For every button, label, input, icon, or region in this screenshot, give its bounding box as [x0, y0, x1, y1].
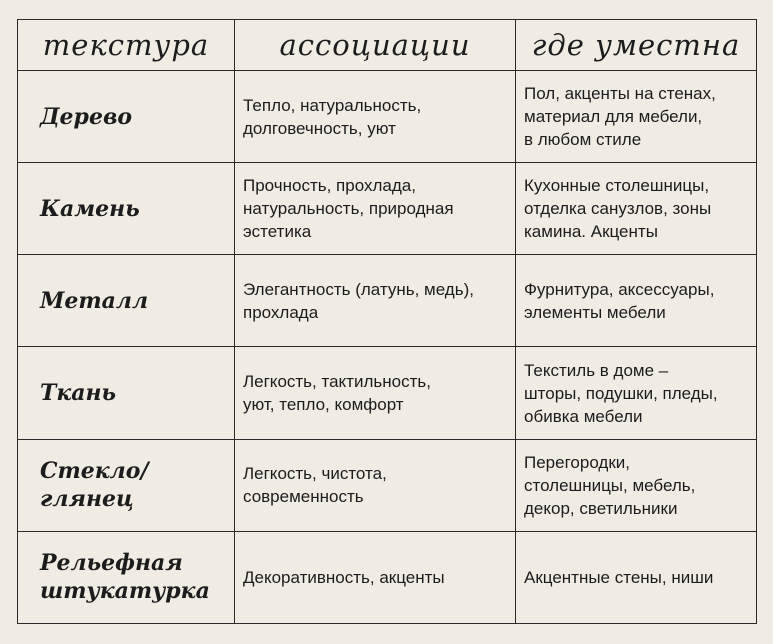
cell-line: Дерево — [40, 103, 133, 130]
associations-cell — [235, 255, 516, 347]
table-row — [18, 255, 757, 347]
associations-cell — [235, 163, 516, 255]
associations-cell — [235, 71, 516, 163]
cell-line: штукатурка — [40, 578, 210, 605]
cell-line: Акцентные стены, ниши — [524, 567, 714, 587]
cell-line: Легкость, тактильность, — [243, 372, 431, 392]
header-associations: ассоциации — [235, 20, 516, 71]
cell-line: Рельефная — [40, 550, 183, 577]
cell-line: Текстиль в доме – — [524, 360, 669, 380]
where-cell — [516, 255, 757, 347]
texture-cell — [18, 255, 235, 347]
textures-table — [17, 19, 757, 624]
table-row — [18, 163, 757, 255]
cell-line: материал для мебели, — [524, 107, 703, 127]
cell-line: Декоративность, акценты — [243, 567, 445, 587]
cell-line: в любом стиле — [524, 130, 642, 150]
cell-line: Камень — [40, 195, 140, 222]
cell-line: Тепло, натуральность, — [243, 95, 422, 115]
texture-cell — [18, 163, 235, 255]
where-cell — [516, 163, 757, 255]
table-row — [18, 439, 757, 531]
cell-line: Пол, акценты на стенах, — [524, 84, 716, 104]
header-where-appropriate: где уместна — [516, 20, 757, 71]
cell-line: Перегородки, — [524, 452, 630, 472]
where-cell — [516, 71, 757, 163]
header-row — [18, 20, 757, 71]
cell-line: обивка мебели — [524, 406, 643, 426]
cell-line: Ткань — [40, 380, 117, 407]
cell-line: эстетика — [243, 222, 312, 242]
associations-cell — [235, 347, 516, 439]
cell-line: прохлада — [243, 302, 319, 322]
cell-line: столешницы, мебель, — [524, 475, 696, 495]
where-cell — [516, 531, 757, 623]
cell-line: Легкость, чистота, — [243, 464, 387, 484]
texture-cell — [18, 347, 235, 439]
cell-line: современность — [243, 487, 364, 507]
cell-line: натуральность, природная — [243, 199, 454, 219]
table-row — [18, 347, 757, 439]
cell-line: Элегантность (латунь, медь), — [243, 279, 474, 299]
cell-line: элементы мебели — [524, 302, 666, 322]
associations-cell — [235, 531, 516, 623]
cell-line: уют, тепло, комфорт — [243, 395, 404, 415]
cell-line: Фурнитура, аксессуары, — [524, 279, 715, 299]
where-cell — [516, 439, 757, 531]
cell-line: долговечность, уют — [243, 118, 396, 138]
texture-cell — [18, 439, 235, 531]
cell-line: Стекло/ — [40, 458, 149, 485]
cell-line: отделка санузлов, зоны — [524, 199, 712, 219]
where-cell — [516, 347, 757, 439]
table-row — [18, 531, 757, 623]
cell-line: шторы, подушки, пледы, — [524, 383, 718, 403]
cell-line: декор, светильники — [524, 498, 678, 518]
texture-cell — [18, 71, 235, 163]
table-row — [18, 71, 757, 163]
cell-line: Металл — [40, 287, 149, 314]
header-texture: текстура — [18, 20, 235, 71]
cell-line: Кухонные столешницы, — [524, 176, 710, 196]
cell-line: Прочность, прохлада, — [243, 176, 416, 196]
cell-line: камина. Акценты — [524, 222, 658, 242]
associations-cell — [235, 439, 516, 531]
texture-cell — [18, 531, 235, 623]
cell-line: глянец — [40, 486, 134, 513]
